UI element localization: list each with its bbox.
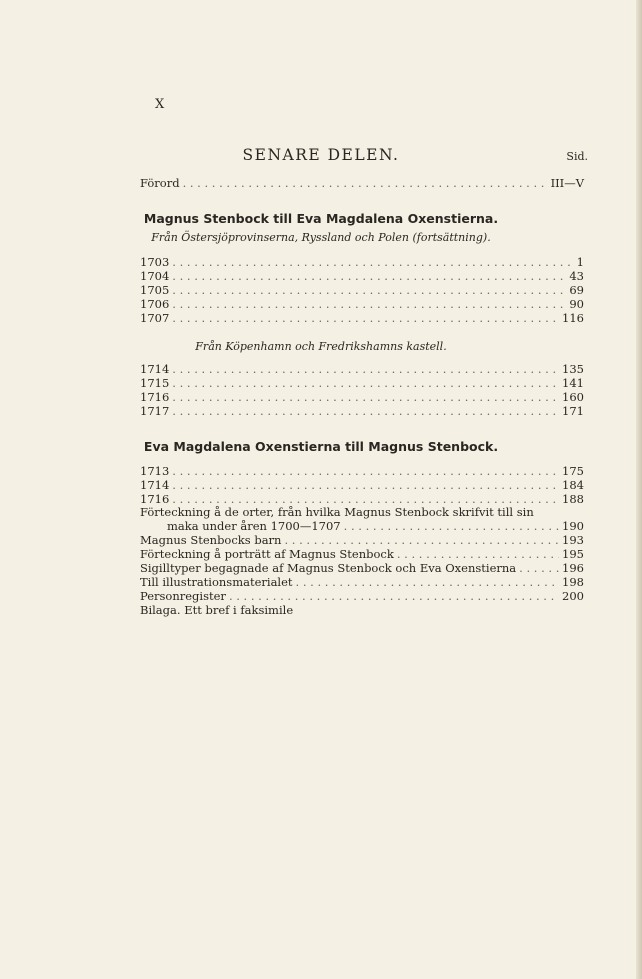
toc-entry[interactable] bbox=[140, 589, 584, 603]
dot-leader bbox=[172, 464, 559, 478]
dot-leader bbox=[172, 283, 566, 297]
toc-entry-page: 135 bbox=[562, 362, 584, 376]
toc-entry-places[interactable] bbox=[167, 519, 584, 533]
dot-leader bbox=[172, 404, 559, 418]
part2-heading: Eva Magdalena Oxenstierna till Magnus Stenbock. bbox=[143, 439, 499, 454]
toc-entry-page: 184 bbox=[562, 478, 584, 492]
toc-entry-page: 116 bbox=[562, 311, 584, 325]
toc-entry-label: 1707 bbox=[140, 311, 170, 325]
toc-entry[interactable] bbox=[140, 376, 584, 390]
toc-entry[interactable] bbox=[140, 492, 584, 506]
dot-leader bbox=[172, 390, 559, 404]
toc-entry[interactable] bbox=[140, 533, 584, 547]
dot-leader bbox=[172, 492, 559, 506]
toc-entry-label: 1703 bbox=[140, 255, 170, 269]
toc-entry[interactable] bbox=[140, 362, 584, 376]
toc-entry-page: 69 bbox=[569, 283, 584, 297]
places-entry-line1: Förteckning å de orter, från hvilka Magnus Stenbock skrifvit till sin bbox=[140, 505, 534, 519]
toc-entry[interactable] bbox=[140, 269, 584, 283]
toc-entry-label: 1704 bbox=[140, 269, 170, 283]
toc-entry-page: 160 bbox=[562, 390, 584, 404]
dot-leader bbox=[344, 519, 559, 533]
toc-entry-label: 1714 bbox=[140, 362, 170, 376]
toc-entry[interactable] bbox=[140, 547, 584, 561]
toc-entry-foreword[interactable] bbox=[140, 176, 584, 190]
toc-entry[interactable] bbox=[140, 255, 584, 269]
toc-entry-label: 1706 bbox=[140, 297, 170, 311]
toc-entry[interactable] bbox=[140, 464, 584, 478]
toc-entry[interactable] bbox=[140, 404, 584, 418]
toc-entry-page: 195 bbox=[562, 547, 584, 561]
part1-subheading-a: Från Östersjöprovinserna, Ryssland och Polen (fortsättning). bbox=[151, 231, 491, 244]
toc-entry-page: III—V bbox=[550, 176, 584, 190]
page-column-label: Sid. bbox=[566, 150, 588, 163]
toc-entry[interactable] bbox=[140, 478, 584, 492]
toc-entry[interactable] bbox=[140, 575, 584, 589]
bilaga-entry: Bilaga. Ett bref i faksimile bbox=[140, 603, 294, 617]
toc-entry-page: 171 bbox=[562, 404, 584, 418]
toc-entry-label: Till illustrationsmaterialet bbox=[140, 575, 293, 589]
toc-entry-page: 190 bbox=[562, 519, 584, 533]
toc-entry-page: 1 bbox=[576, 255, 584, 269]
dot-leader bbox=[183, 176, 548, 190]
dot-leader bbox=[172, 255, 573, 269]
toc-entry-page: 175 bbox=[562, 464, 584, 478]
toc-entry[interactable] bbox=[140, 283, 584, 297]
toc-entry-page: 90 bbox=[569, 297, 584, 311]
toc-entry-label: Sigilltyper begagnade af Magnus Stenbock och Eva Oxenstierna bbox=[140, 561, 517, 575]
toc-entry-label: 1717 bbox=[140, 404, 170, 418]
toc-entry-label: Förord bbox=[140, 176, 180, 190]
dot-leader bbox=[172, 376, 559, 390]
dot-leader bbox=[229, 589, 559, 603]
dot-leader bbox=[172, 311, 559, 325]
toc-entry-label: 1716 bbox=[140, 390, 170, 404]
toc-entry-label: 1713 bbox=[140, 464, 170, 478]
toc-entry-label: 1715 bbox=[140, 376, 170, 390]
toc-entry-label: 1705 bbox=[140, 283, 170, 297]
toc-entry-page: 200 bbox=[562, 589, 584, 603]
dot-leader bbox=[296, 575, 560, 589]
dot-leader bbox=[519, 561, 559, 575]
toc-entry-page: 188 bbox=[562, 492, 584, 506]
toc-entry[interactable] bbox=[140, 297, 584, 311]
dot-leader bbox=[172, 478, 559, 492]
toc-entry-page: 198 bbox=[562, 575, 584, 589]
dot-leader bbox=[172, 269, 566, 283]
part1-subheading-b: Från Köpenhamn och Fredrikshamns kastell. bbox=[195, 340, 447, 353]
toc-entry[interactable] bbox=[140, 390, 584, 404]
part1-heading: Magnus Stenbock till Eva Magdalena Oxenstierna. bbox=[143, 211, 499, 226]
toc-entry-label: Personregister bbox=[140, 589, 226, 603]
dot-leader bbox=[172, 362, 559, 376]
toc-entry-page: 141 bbox=[562, 376, 584, 390]
dot-leader bbox=[172, 297, 566, 311]
toc-entry-label: 1714 bbox=[140, 478, 170, 492]
dot-leader bbox=[284, 533, 559, 547]
toc-entry-label: 1716 bbox=[140, 492, 170, 506]
toc-entry-label: maka under åren 1700—1707 bbox=[167, 519, 341, 533]
toc-entry-label: Förteckning å porträtt af Magnus Stenbock bbox=[140, 547, 394, 561]
dot-leader bbox=[397, 547, 559, 561]
section-title: SENARE DELEN. bbox=[242, 146, 400, 164]
toc-entry[interactable] bbox=[140, 311, 584, 325]
toc-entry-page: 196 bbox=[562, 561, 584, 575]
toc-entry[interactable] bbox=[140, 561, 584, 575]
toc-entry-page: 193 bbox=[562, 533, 584, 547]
toc-entry-page: 43 bbox=[569, 269, 584, 283]
toc-entry-label: Magnus Stenbocks barn bbox=[140, 533, 282, 547]
page-number: X bbox=[155, 97, 166, 112]
